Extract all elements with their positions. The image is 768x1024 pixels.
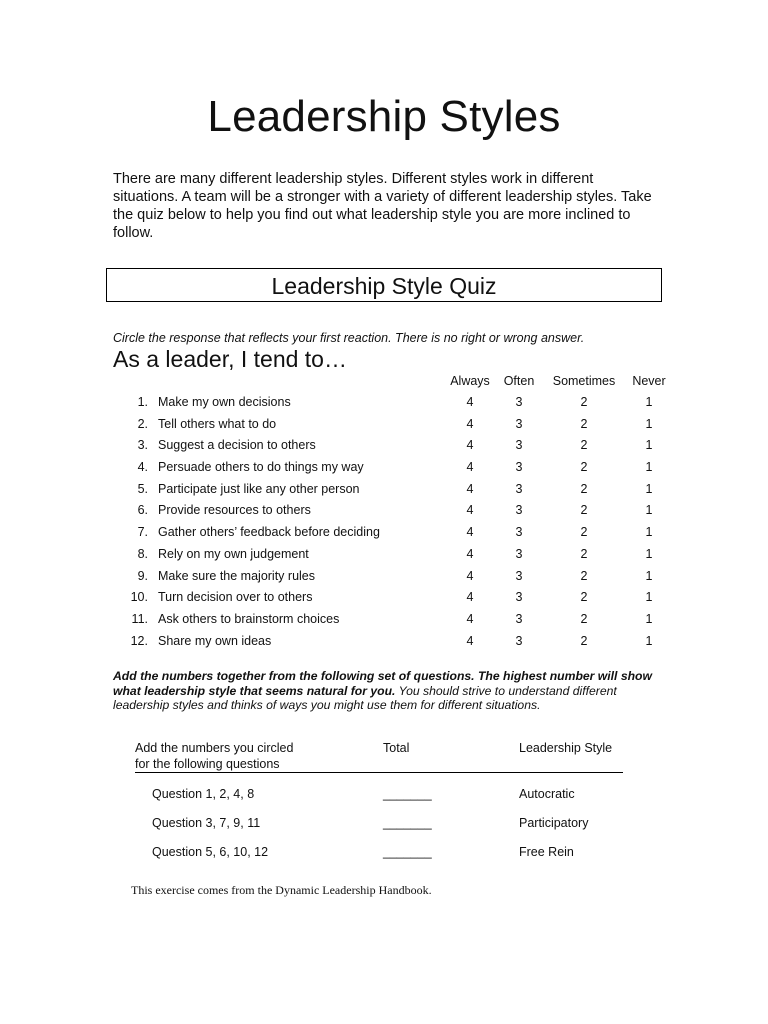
scoring-row-total-blank: _______ [383, 845, 432, 859]
scoring-header-rule [135, 772, 623, 773]
score-option-sometimes[interactable]: 2 [580, 525, 588, 540]
score-option-sometimes[interactable]: 2 [580, 633, 588, 648]
score-option-often[interactable]: 3 [515, 525, 523, 540]
question-row [0, 457, 768, 479]
score-option-often[interactable]: 3 [515, 481, 523, 496]
score-option-always[interactable]: 4 [466, 568, 474, 583]
question-number: 9. [137, 568, 148, 583]
score-option-never[interactable]: 1 [645, 481, 653, 496]
score-option-never[interactable]: 1 [645, 395, 653, 409]
question-text: Rely on my own judgement [158, 546, 309, 561]
score-option-often[interactable]: 3 [515, 416, 523, 431]
score-option-always[interactable]: 4 [466, 503, 474, 518]
question-row [0, 414, 768, 436]
scoring-header-total: Total [383, 741, 410, 755]
score-option-sometimes[interactable]: 2 [580, 481, 588, 496]
score-option-always[interactable]: 4 [466, 438, 474, 453]
score-option-always[interactable]: 4 [466, 633, 474, 648]
scoring-header-questions [135, 741, 293, 772]
question-number: 8. [137, 546, 148, 561]
question-number: 1. [137, 395, 148, 409]
question-row [0, 544, 768, 566]
question-row [0, 631, 768, 653]
question-row [0, 566, 768, 588]
question-number: 6. [137, 503, 148, 518]
column-header-often: Often [503, 374, 535, 388]
question-text: Persuade others to do things my way [158, 460, 364, 475]
score-option-sometimes[interactable]: 2 [580, 503, 588, 518]
score-option-often[interactable]: 3 [515, 633, 523, 648]
scoring-row-style: Free Rein [519, 845, 574, 859]
score-option-sometimes[interactable]: 2 [580, 416, 588, 431]
scoring-instructions-bold: Add the numbers together from the following set of questions. The highest number will show what leadership style that seems natural for you. [113, 669, 652, 698]
score-option-often[interactable]: 3 [515, 395, 523, 409]
scoring-row-questions: Question 3, 7, 9, 11 [152, 816, 261, 830]
question-list [0, 392, 768, 652]
score-option-never[interactable]: 1 [645, 416, 653, 431]
score-option-never[interactable]: 1 [645, 568, 653, 583]
scoring-row-total-blank: _______ [383, 816, 432, 830]
question-number: 4. [137, 460, 148, 475]
score-option-sometimes[interactable]: 2 [580, 568, 588, 583]
question-row [0, 435, 768, 457]
question-text: Provide resources to others [158, 503, 311, 518]
question-text: Ask others to brainstorm choices [158, 611, 340, 626]
quiz-lead-in: As a leader, I tend to… [113, 346, 347, 372]
score-option-always[interactable]: 4 [466, 395, 474, 409]
question-text: Participate just like any other person [158, 481, 360, 496]
score-option-always[interactable]: 4 [466, 546, 474, 561]
scoring-row-total-blank: _______ [383, 787, 432, 801]
question-number: 2. [137, 416, 148, 431]
score-option-often[interactable]: 3 [515, 611, 523, 626]
score-option-often[interactable]: 3 [515, 438, 523, 453]
score-option-often[interactable]: 3 [515, 546, 523, 561]
scoring-row-questions: Question 1, 2, 4, 8 [152, 787, 255, 801]
quiz-heading: Leadership Style Quiz [271, 273, 497, 299]
score-option-always[interactable]: 4 [466, 611, 474, 626]
score-option-always[interactable]: 4 [466, 525, 474, 540]
scoring-row-style: Autocratic [519, 787, 575, 801]
scoring-header-questions-line2: for the following questions [135, 756, 280, 771]
score-option-never[interactable]: 1 [645, 633, 653, 648]
question-text: Gather others’ feedback before deciding [158, 525, 380, 540]
score-option-never[interactable]: 1 [645, 590, 653, 605]
question-text: Turn decision over to others [158, 590, 313, 605]
source-footer: This exercise comes from the Dynamic Leadership Handbook. [131, 883, 432, 897]
intro-paragraph: There are many different leadership styles. Different styles work in different situations. A team will be a stronger with a variety of different leadership styles. Take the quiz below to help you find out what leadership style you are more inclined to follow. [113, 171, 652, 241]
score-option-sometimes[interactable]: 2 [580, 438, 588, 453]
scoring-instructions-rest: You should strive to understand different leadership styles and thinks of ways you might use them for different situations. [113, 683, 617, 712]
score-option-sometimes[interactable]: 2 [580, 460, 588, 475]
score-option-sometimes[interactable]: 2 [580, 546, 588, 561]
score-option-always[interactable]: 4 [466, 481, 474, 496]
question-row [0, 479, 768, 501]
question-text: Make my own decisions [158, 395, 291, 409]
question-row [0, 522, 768, 544]
score-option-sometimes[interactable]: 2 [580, 590, 588, 605]
score-option-always[interactable]: 4 [466, 460, 474, 475]
score-option-often[interactable]: 3 [515, 568, 523, 583]
question-text: Share my own ideas [158, 633, 272, 648]
question-text: Tell others what to do [158, 416, 277, 431]
score-option-sometimes[interactable]: 2 [580, 611, 588, 626]
quiz-heading-box [106, 268, 662, 302]
scoring-row-questions: Question 5, 6, 10, 12 [152, 845, 269, 859]
score-option-always[interactable]: 4 [466, 416, 474, 431]
score-option-never[interactable]: 1 [645, 546, 653, 561]
score-option-often[interactable]: 3 [515, 460, 523, 475]
scoring-header-questions-line1: Add the numbers you circled [135, 741, 294, 755]
score-option-often[interactable]: 3 [515, 503, 523, 518]
column-header-always: Always [450, 374, 490, 388]
question-number: 3. [137, 438, 148, 453]
page-title: Leadership Styles [207, 92, 561, 141]
question-number: 10. [130, 590, 148, 605]
question-row [0, 609, 768, 631]
quiz-instruction: Circle the response that reflects your first reaction. There is no right or wrong answer. [113, 331, 585, 345]
score-option-never[interactable]: 1 [645, 503, 653, 518]
question-row [0, 587, 768, 609]
question-text: Make sure the majority rules [158, 568, 316, 583]
score-option-always[interactable]: 4 [466, 590, 474, 605]
question-number: 11. [131, 611, 148, 626]
score-option-sometimes[interactable]: 2 [580, 395, 588, 409]
column-header-never: Never [632, 374, 666, 388]
question-number: 7. [137, 525, 148, 540]
column-header-sometimes: Sometimes [552, 374, 616, 388]
question-text: Suggest a decision to others [158, 438, 316, 453]
score-option-often[interactable]: 3 [515, 590, 523, 605]
score-option-never[interactable]: 1 [645, 460, 653, 475]
scoring-instructions [113, 669, 673, 713]
scoring-header-style: Leadership Style [519, 741, 613, 755]
question-number: 5. [137, 481, 148, 496]
question-row [0, 500, 768, 522]
question-row [0, 392, 768, 414]
score-option-never[interactable]: 1 [645, 611, 653, 626]
scoring-row-style: Participatory [519, 816, 589, 830]
score-option-never[interactable]: 1 [645, 438, 653, 453]
question-number: 12. [130, 633, 148, 648]
score-option-never[interactable]: 1 [645, 525, 653, 540]
